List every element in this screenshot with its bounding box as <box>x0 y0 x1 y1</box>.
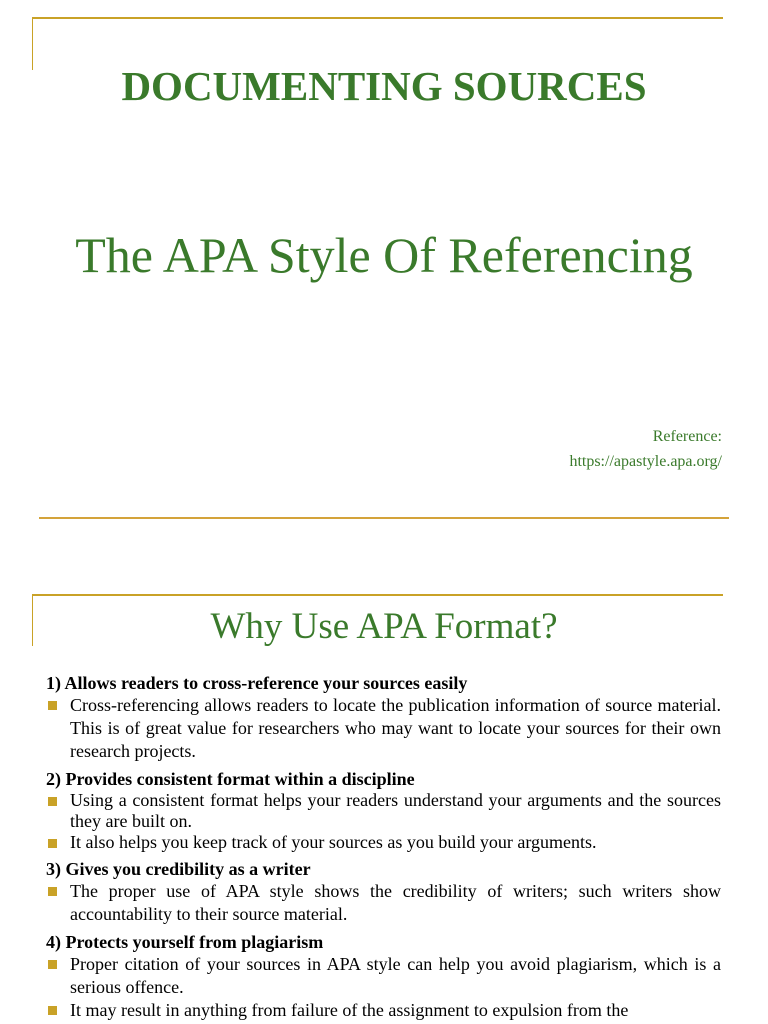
section-heading: 2) Provides consistent format within a discipline <box>46 769 415 789</box>
bullet-item: The proper use of APA style shows the credibility of writers; such writers show accountability to their source material. <box>46 880 721 926</box>
bullet-item: It also helps you keep track of your sources as you build your arguments. <box>46 832 721 853</box>
bullet-item: Proper citation of your sources in APA style can help you avoid plagiarism, which is a serious offence. <box>46 953 721 999</box>
slide1-subtitle: The APA Style Of Referencing <box>75 227 693 283</box>
section-heading: 4) Protects yourself from plagiarism <box>46 932 324 952</box>
section-heading: 1) Allows readers to cross-reference your sources easily <box>46 673 468 693</box>
slide-top-rule <box>32 17 723 19</box>
bullet-item: Using a consistent format helps your readers understand your arguments and the sources they are built on. <box>46 790 721 832</box>
square-bullet-icon <box>48 960 57 969</box>
bullet-item: Cross-referencing allows readers to locate the publication information of source material. This is of great value for researchers who may want to locate your sources for their own research projects. <box>46 694 721 763</box>
square-bullet-icon <box>48 839 57 848</box>
reference-url: https://apastyle.apa.org/ <box>569 453 722 470</box>
square-bullet-icon <box>48 887 57 896</box>
slide-divider <box>39 517 729 519</box>
reference-block <box>569 424 722 474</box>
slide2-top-rule <box>32 594 723 596</box>
section-heading: 3) Gives you credibility as a writer <box>46 859 311 879</box>
slide2-title: Why Use APA Format? <box>210 606 558 647</box>
square-bullet-icon <box>48 1006 57 1015</box>
square-bullet-icon <box>48 701 57 710</box>
bullet-item: It may result in anything from failure of the assignment to expulsion from the <box>46 999 721 1022</box>
slide2-content <box>46 672 721 1022</box>
slide1-title: DOCUMENTING SOURCES <box>121 63 647 109</box>
square-bullet-icon <box>48 797 57 806</box>
reference-label: Reference: <box>652 428 722 445</box>
